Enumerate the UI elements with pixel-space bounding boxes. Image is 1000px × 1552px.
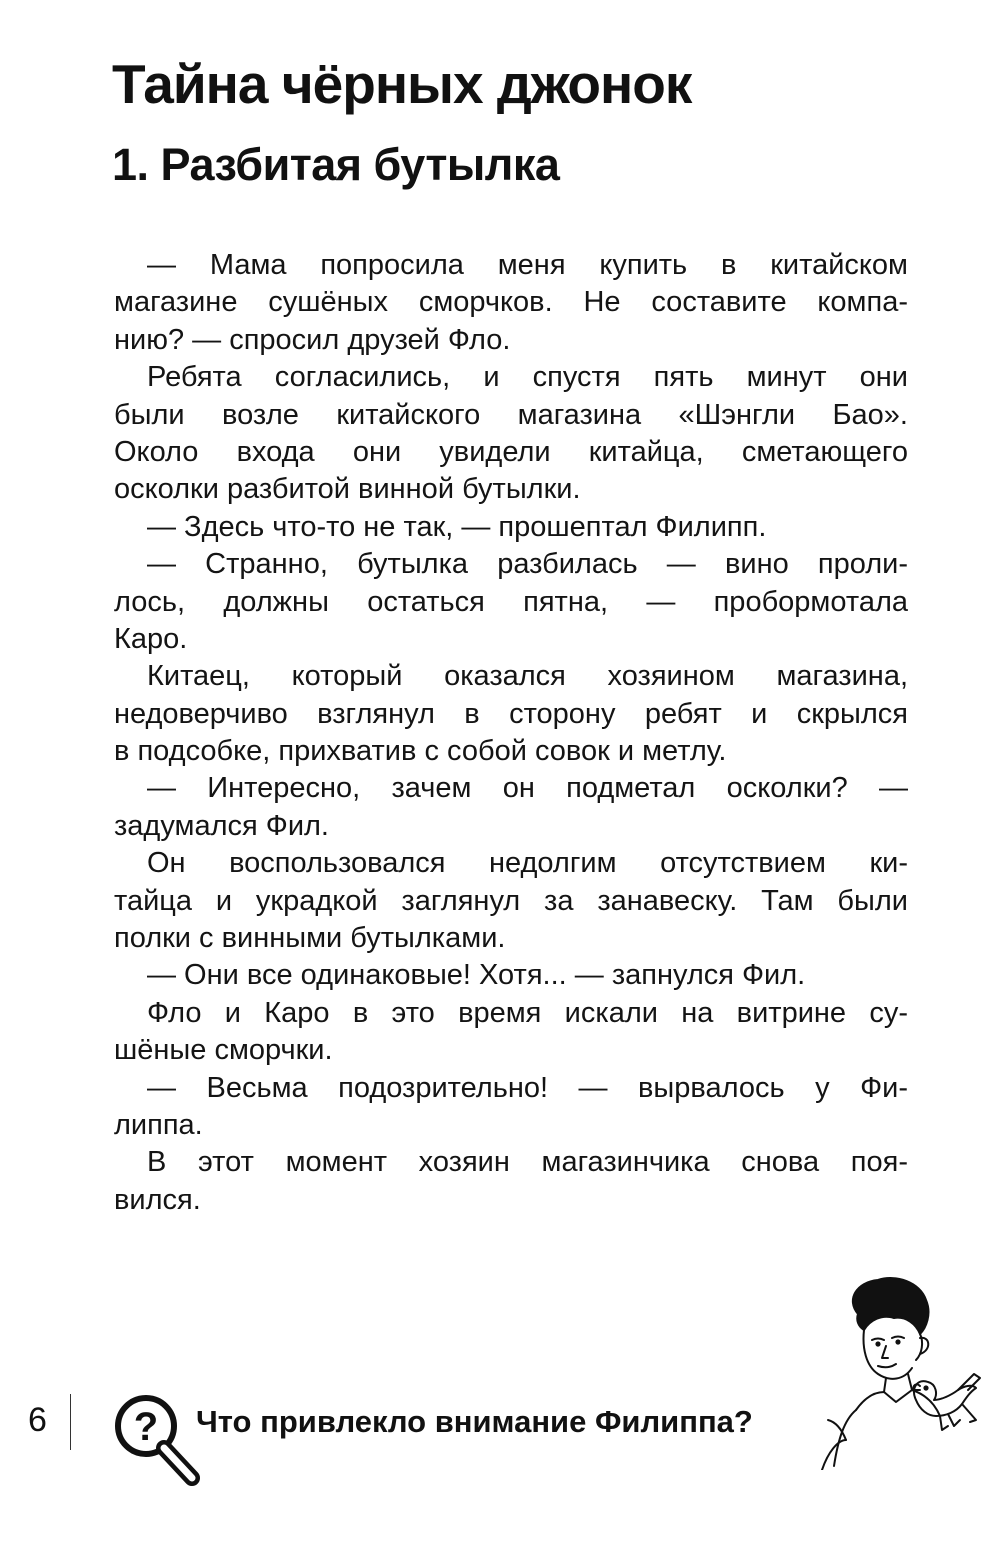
story-line: — Мама попросила меня купить в китайском [147,249,908,281]
story-line: — Они все одинаковые! Хотя... — запнулся Фил. [147,959,806,992]
boy-with-parrot-illustration [816,1270,988,1470]
question-text: Что привлекло внимание Филиппа? [196,1404,753,1439]
story-line: были возле китайского магазина «Шэнгли Бао». [114,398,908,431]
story-line: В этот момент хозяин магазинчика снова поя- [147,1146,908,1179]
story-line: Китаец, который оказался хозяином магазина, [147,660,908,693]
story-line: лось, должны остаться пятна, — пробормотала [114,585,908,618]
story-line: Он воспользовался недолгим отсутствием ки- [147,847,908,880]
story-line: — Здесь что-то не так, — прошептал Филипп. [147,510,767,543]
story-line: нию? — спросил друзей Фло. [114,323,511,356]
story-line: вился. [114,1183,201,1216]
question-mark-glyph: ? [133,1405,159,1449]
story-line: шёные сморчки. [114,1034,333,1067]
page-number: 6 [28,1401,47,1439]
story-line: недоверчиво взглянул в сторону ребят и скрылся [114,697,908,730]
question-magnifier-icon [108,1390,203,1490]
chapter-title: 1. Разбитая бутылка [112,139,560,190]
story-line: липпа. [114,1108,203,1141]
story-line: полки с винными бутылками. [114,922,506,955]
story-line: осколки разбитой винной бутылки. [114,473,581,506]
story-line: — Интересно, зачем он подметал осколки? — [147,772,908,805]
story-line: — Весьма подозрительно! — вырвалось у Фи- [147,1071,908,1104]
story-line: тайца и украдкой заглянул за занавеску. Там были [114,884,908,917]
story-line: Фло и Каро в это время искали на витрине су- [147,996,908,1029]
story-line: — Странно, бутылка разбилась — вино проли- [147,548,908,581]
story-line: Около входа они увидели китайца, сметающего [114,435,908,468]
story-line: Каро. [114,622,188,655]
story-line: задумался Фил. [114,809,329,842]
story-line: Ребята согласились, и спустя пять минут они [147,361,908,394]
book-title: Тайна чёрных джонок [112,53,692,115]
story-line: в подсобке, прихватив с собой совок и метлу. [114,735,727,768]
story-line: магазине сушёных сморчков. Не составите компа- [114,286,908,319]
story-text [114,247,908,1219]
footer-divider [70,1394,71,1450]
